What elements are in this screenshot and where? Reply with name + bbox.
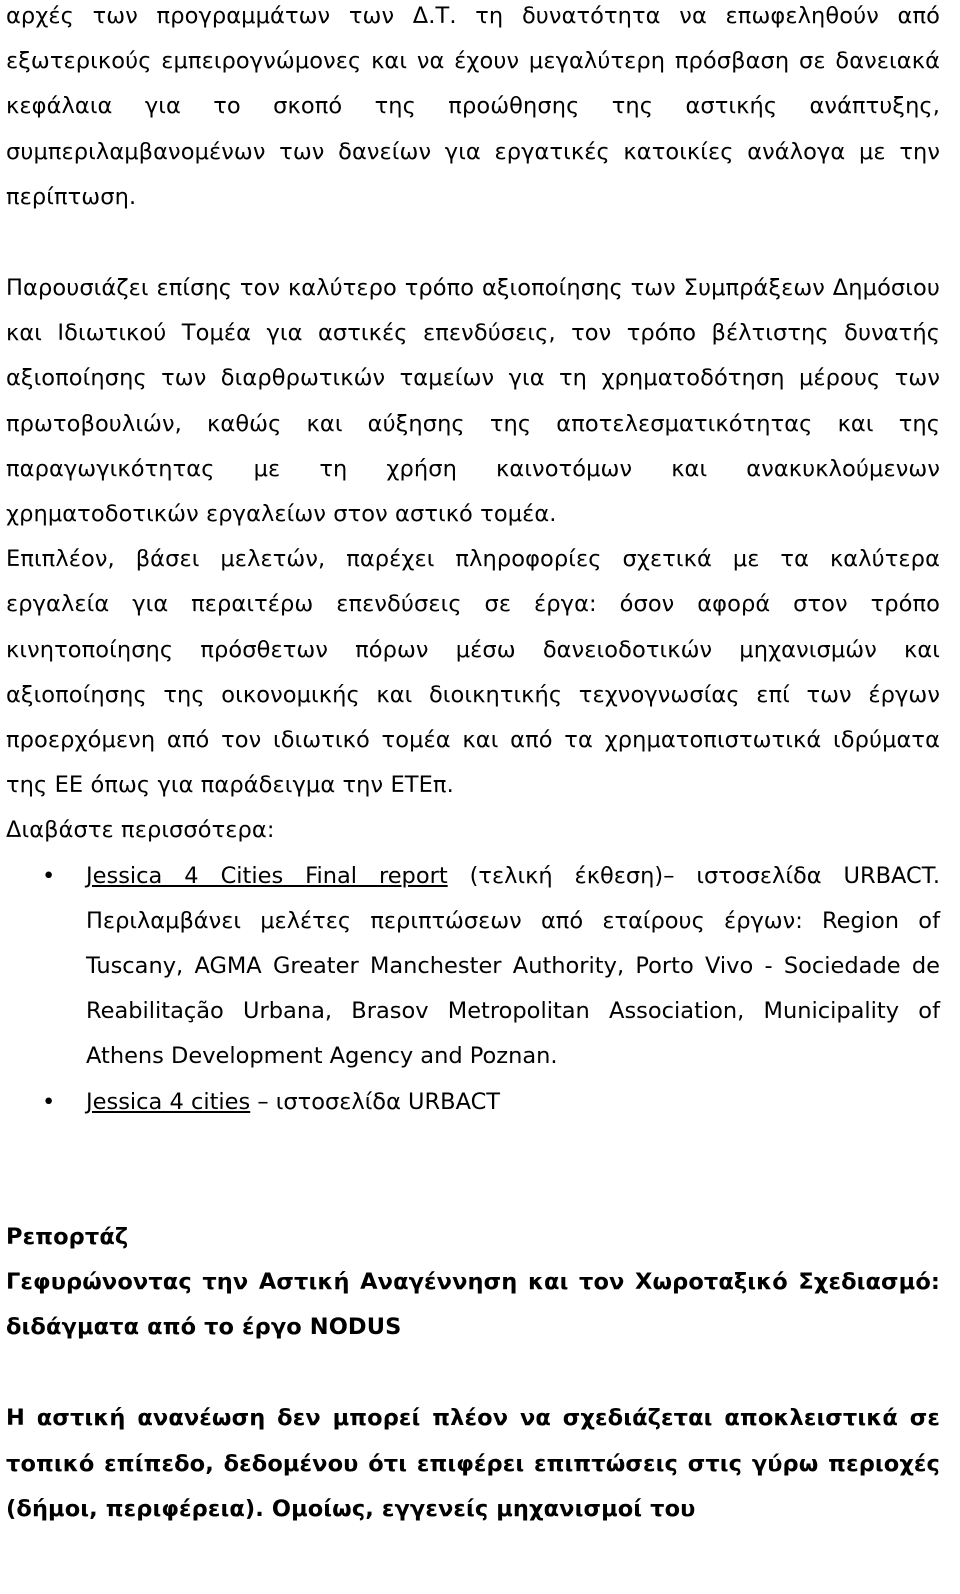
list-item (6, 854, 940, 1080)
read-more-label: Διαβάστε περισσότερα: (6, 817, 275, 844)
report-title: Γεφυρώνοντας την Αστική Αναγέννηση και τον Χωροταξικό Σχεδιασμό: διδάγματα από το έργο NODUS (6, 1269, 940, 1341)
reference-list (6, 854, 940, 1125)
paragraph-ppp: Παρουσιάζει επίσης τον καλύτερο τρόπο αξιοποίησης των Συμπράξεων Δημόσιου και Ιδιωτικού Τομέα για αστικές επενδύσεις, τον τρόπο βέλτιστης δυνατής αξιοποίησης των διαρθρωτικών ταμείων για τη χρηματοδότηση μέρους των πρωτοβουλιών, καθώς και αύξησης της αποτελεσματικότητας και της παραγωγικότητας με τη χρήση καινοτόμων και ανακυκλούμενων χρηματοδοτικών εργαλείων στον αστικό τομέα. (6, 275, 940, 528)
bullet-icon: • (42, 1088, 56, 1115)
paragraph-intro: αρχές των προγραμμάτων των Δ.Τ. τη δυνατότητα να επωφεληθούν από εξωτερικούς εμπειρογνώμονες και να έχουν μεγαλύτερη πρόσβαση σε δανειακά κεφάλαια για το σκοπό της προώθησης της αστικής ανάπτυξης, συμπεριλαμβανομένων των δανείων για εργατικές κατοικίες ανάλογα με την περίπτωση. (6, 3, 940, 210)
report-lead: Η αστική ανανέωση δεν μπορεί πλέον να σχεδιάζεται αποκλειστικά σε τοπικό επίπεδο, δεδομένου ότι επιφέρει επιπτώσεις στις γύρω περιοχές (δήμοι, περιφέρεια). Ομοίως, εγγενείς μηχανισμοί του (6, 1405, 940, 1522)
document-page (6, 0, 940, 1532)
list-item (6, 1080, 940, 1125)
reference-description: – ιστοσελίδα URBACT (250, 1088, 501, 1115)
reference-description: (τελική έκθεση)– ιστοσελίδα URBACT. Περιλαμβάνει μελέτες περιπτώσεων από εταίρους έργων: Region of Tuscany, AGMA Greater Manchester Authority, Porto Vivo - Sociedade de Reabilitação Urbana, Brasov Metropolitan Association, Municipality of Athens Development Agency and Poznan. (86, 862, 940, 1070)
bullet-icon: • (42, 862, 56, 889)
jessica-4-cities-link[interactable]: Jessica 4 cities (86, 1088, 251, 1115)
section-label: Ρεπορτάζ (6, 1223, 129, 1250)
jessica-final-report-link[interactable]: Jessica 4 Cities Final report (86, 862, 448, 889)
paragraph-studies: Επιπλέον, βάσει μελετών, παρέχει πληροφορίες σχετικά με τα καλύτερα εργαλεία για περαιτέρω επενδύσεις σε έργα: όσον αφορά στον τρόπο κινητοποίησης πρόσθετων πόρων μέσω δανειοδοτικών μηχανισμών και αξιοποίησης της οικονομικής και διοικητικής τεχνογνωσίας επί των έργων προερχόμενη από τον ιδιωτικό τομέα και από τα χρηματοπιστωτικά ιδρύματα της ΕΕ όπως για παράδειγμα την ΕΤΕπ. (6, 546, 940, 799)
